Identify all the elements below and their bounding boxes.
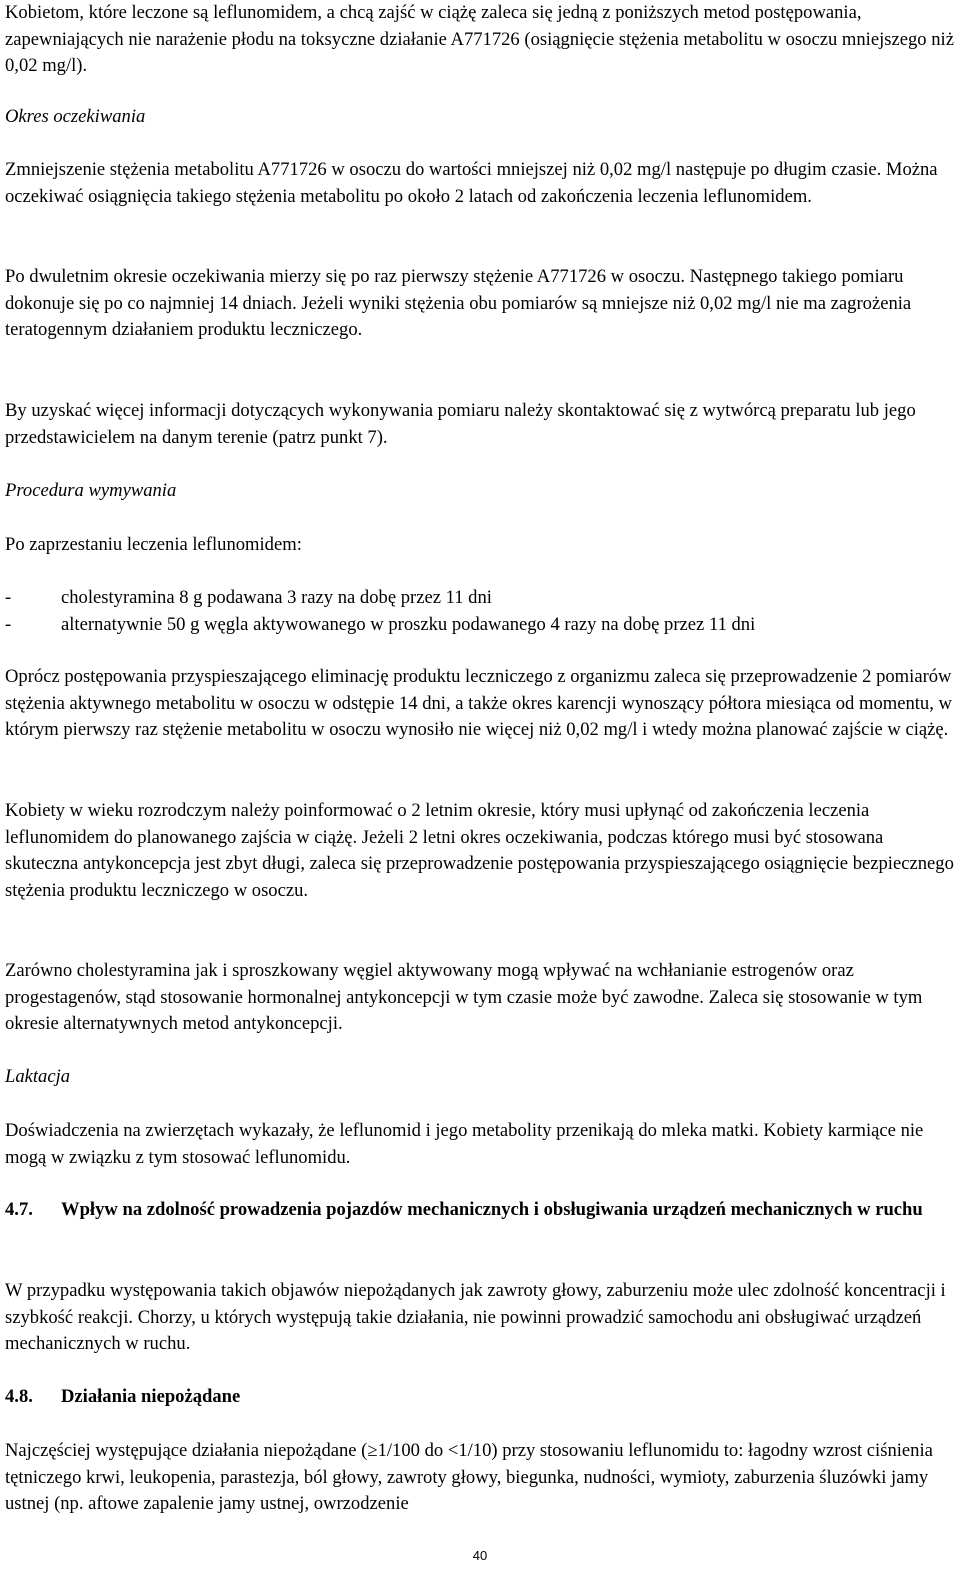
paragraph-elimination: Oprócz postępowania przyspieszającego eliminację produktu leczniczego z organizmu zaleca się przeprowadzenie 2 pomiarów stężenia aktywnego metabolitu w osoczu w odstępie 14 dni, a także okres karencji wynoszący półtora miesiąca od momentu, w którym pierwszy raz stężenie metabolitu w osoczu wynosiło nie więcej niż 0,02 mg/l i wtedy można planować zajście w ciążę.: [5, 666, 952, 740]
paragraph-adverse-effects: Najczęściej występujące działania niepożądane (≥1/100 do <1/10) przy stosowaniu leflunomidu to: łagodny wzrost ciśnienia tętniczego krwi, leukopenia, parastezja, ból głowy, zawroty głowy, biegunka, nudności, wymioty, zaburzenia śluzówki jamy ustnej (np. aftowe zapalenie jamy ustnej, owrzodzenie: [5, 1440, 933, 1514]
paragraph-measurement: Po dwuletnim okresie oczekiwania mierzy się po raz pierwszy stężenie A771726 w osoczu. Następnego takiego pomiaru dokonuje się po co najmniej 14 dniach. Jeżeli wyniki stężenia obu pomiarów są mniejsze niż 0,02 mg/l nie ma zagrożenia teratogennym działaniem produktu leczniczego.: [5, 266, 912, 340]
list-item-text: alternatywnie 50 g węgla aktywowanego w proszku podawanego 4 razy na dobę przez 11 dni: [61, 614, 756, 635]
paragraph-after-treatment: Po zaprzestaniu leczenia leflunomidem:: [5, 534, 302, 555]
page-number: 40: [472, 1548, 488, 1563]
subheading-laktacja: Laktacja: [5, 1066, 71, 1087]
section-number: 4.7.: [5, 1199, 33, 1220]
section-heading-4-7: [5, 1197, 955, 1224]
list-item-text: cholestyramina 8 g podawana 3 razy na dobę przez 11 dni: [61, 587, 492, 608]
subheading-procedura-wymywania: Procedura wymywania: [5, 480, 177, 501]
section-heading-4-8: [5, 1384, 955, 1411]
paragraph-pregnancy-intro: Kobietom, które leczone są leflunomidem, a chcą zajść w ciążę zaleca się jedną z poniższych metod postępowania, zapewniających nie narażenie płodu na toksyczne działanie A771726 (osiągnięcie stężenia metabolitu w osoczu mniejszego niż 0,02 mg/l).: [5, 2, 954, 76]
paragraph-contraception: Zarówno cholestyramina jak i sproszkowany węgiel aktywowany mogą wpływać na wchłanianie estrogenów oraz progestagenów, stąd stosowanie hormonalnej antykoncepcji w tym czasie może być zawodne. Zaleca się stosowanie w tym okresie alternatywnych metod antykoncepcji.: [5, 960, 923, 1034]
paragraph-women-childbearing: Kobiety w wieku rozrodczym należy poinformować o 2 letnim okresie, który musi upłynąć od zakończenia leczenia leflunomidem do planowanego zajścia w ciążę. Jeżeli 2 letni okres oczekiwania, podczas którego musi być stosowana skuteczna antykoncepcja jest zbyt długi, zaleca się przeprowadzenie postępowania przyspieszającego osiągnięcie bezpiecznego stężenia produktu leczniczego w osoczu.: [5, 800, 954, 901]
subheading-okres-oczekiwania: Okres oczekiwania: [5, 106, 146, 127]
paragraph-lactation: Doświadczenia na zwierzętach wykazały, że leflunomid i jego metabolity przenikają do mleka matki. Kobiety karmiące nie mogą w związku z tym stosować leflunomidu.: [5, 1120, 924, 1168]
list-dash: -: [5, 614, 12, 635]
section-number: 4.8.: [5, 1386, 33, 1407]
paragraph-driving: W przypadku występowania takich objawów niepożądanych jak zawroty głowy, zaburzeniu może ulec zdolność koncentracji i szybkość reakcji. Chorzy, u których występują takie działania, nie powinni prowadzić samochodu ani obsługiwać urządzeń mechanicznych w ruchu.: [5, 1280, 946, 1354]
paragraph-contact-info: By uzyskać więcej informacji dotyczących wykonywania pomiaru należy skontaktować się z wytwórcą preparatu lub jego przedstawicielem na danym terenie (patrz punkt 7).: [5, 400, 916, 448]
section-title: Działania niepożądane: [61, 1386, 241, 1407]
paragraph-waiting-period: Zmniejszenie stężenia metabolitu A771726 w osoczu do wartości mniejszej niż 0,02 mg/l następuje po długim czasie. Można oczekiwać osiągnięcia takiego stężenia metabolitu po około 2 latach od zakończenia leczenia leflunomidem.: [5, 159, 938, 207]
section-title: Wpływ na zdolność prowadzenia pojazdów mechanicznych i obsługiwania urządzeń mechanicznych w ruchu: [61, 1199, 923, 1220]
list-dash: -: [5, 587, 12, 608]
